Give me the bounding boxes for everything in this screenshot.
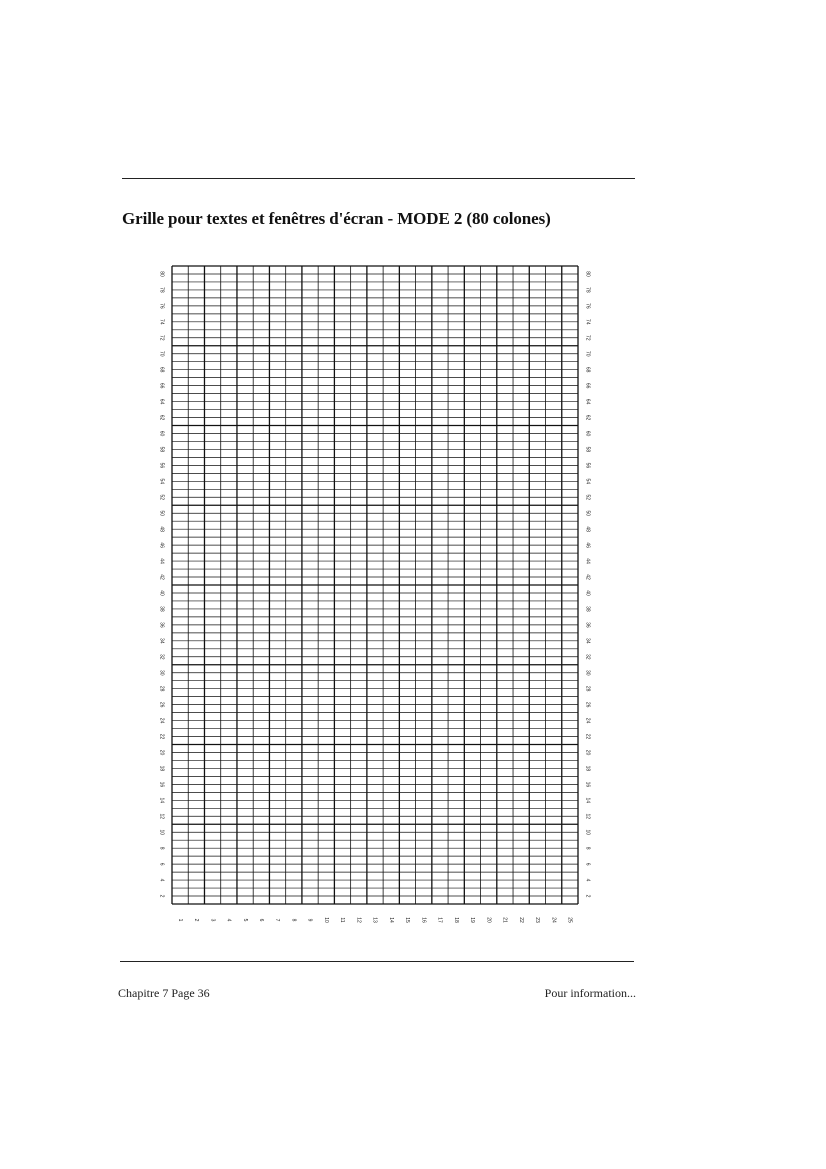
column-label: 3: [209, 918, 216, 922]
row-label-right: 14: [584, 797, 591, 804]
row-label-left: 62: [158, 414, 165, 421]
row-label-right: 58: [584, 446, 591, 453]
row-label-right: 16: [584, 781, 591, 788]
row-label-right: 50: [584, 510, 591, 517]
column-label: 11: [339, 917, 346, 923]
row-label-left: 34: [158, 638, 165, 644]
column-label: 1: [176, 918, 183, 922]
row-label-left: 14: [158, 797, 165, 804]
row-label-left: 6: [158, 862, 165, 866]
row-label-right: 48: [584, 526, 591, 532]
column-label: 22: [517, 917, 524, 923]
row-label-left: 24: [158, 717, 165, 724]
column-label: 12: [355, 917, 362, 923]
column-label: 6: [257, 918, 264, 922]
grid-svg: [140, 258, 610, 938]
row-label-left: 16: [158, 781, 165, 788]
row-label-left: 26: [158, 701, 165, 708]
column-label: 2: [193, 918, 200, 922]
row-label-left: 52: [158, 494, 165, 501]
column-label: 24: [550, 917, 557, 923]
row-label-right: 22: [584, 733, 591, 740]
row-label-right: 66: [584, 382, 591, 389]
row-label-right: 42: [584, 574, 591, 580]
row-label-right: 46: [584, 542, 591, 548]
row-label-left: 48: [158, 526, 165, 532]
row-label-right: 80: [584, 271, 591, 277]
row-label-right: 40: [584, 590, 591, 596]
row-label-left: 78: [158, 287, 165, 293]
row-label-right: 78: [584, 287, 591, 293]
row-label-right: 70: [584, 350, 591, 357]
column-label: 14: [387, 917, 394, 923]
row-label-left: 42: [158, 574, 165, 580]
row-label-right: 18: [584, 765, 591, 772]
row-label-left: 28: [158, 685, 165, 692]
column-label: 17: [436, 917, 443, 923]
bottom-rule: [120, 961, 634, 962]
column-label: 8: [290, 918, 297, 922]
row-label-right: 64: [584, 398, 591, 405]
row-label-right: 10: [584, 829, 591, 836]
row-label-right: 32: [584, 653, 591, 660]
row-label-left: 10: [158, 829, 165, 836]
screen-grid: [140, 258, 610, 938]
column-label: 10: [322, 917, 329, 923]
row-label-left: 64: [158, 398, 165, 405]
footer-chapter-page: Chapitre 7 Page 36: [118, 986, 210, 1000]
top-rule: [122, 178, 635, 179]
column-label: 5: [241, 918, 248, 922]
row-label-right: 30: [584, 669, 591, 676]
row-label-left: 72: [158, 334, 165, 341]
row-label-left: 50: [158, 510, 165, 517]
row-label-left: 46: [158, 542, 165, 548]
column-label: 4: [225, 918, 232, 922]
row-label-right: 52: [584, 494, 591, 501]
row-label-right: 36: [584, 622, 591, 628]
row-label-right: 4: [584, 878, 591, 882]
row-label-left: 8: [158, 846, 165, 850]
column-label: 21: [501, 917, 508, 923]
column-label: 13: [371, 917, 378, 923]
row-label-right: 2: [584, 894, 591, 898]
row-label-right: 68: [584, 366, 591, 373]
row-label-left: 60: [158, 430, 165, 437]
row-label-right: 34: [584, 638, 591, 644]
row-label-left: 12: [158, 813, 165, 820]
row-label-left: 2: [158, 894, 165, 898]
row-label-right: 38: [584, 606, 591, 612]
row-label-left: 4: [158, 878, 165, 882]
row-label-left: 74: [158, 319, 165, 325]
row-label-right: 56: [584, 462, 591, 469]
row-label-right: 24: [584, 717, 591, 724]
page-title: Grille pour textes et fenêtres d'écran - MODE 2 (80 colones): [122, 209, 551, 228]
row-label-right: 28: [584, 685, 591, 692]
row-label-right: 6: [584, 862, 591, 866]
row-label-right: 76: [584, 303, 591, 309]
row-label-left: 22: [158, 733, 165, 740]
row-label-left: 70: [158, 350, 165, 357]
column-label: 23: [534, 917, 541, 923]
column-label: 20: [485, 917, 492, 923]
row-label-right: 20: [584, 749, 591, 756]
row-label-right: 62: [584, 414, 591, 421]
row-label-left: 68: [158, 366, 165, 373]
row-label-right: 60: [584, 430, 591, 437]
row-label-left: 66: [158, 382, 165, 389]
row-label-left: 80: [158, 271, 165, 277]
footer-note: Pour information...: [544, 986, 636, 1000]
row-label-right: 8: [584, 846, 591, 850]
row-label-left: 54: [158, 478, 165, 485]
row-label-left: 56: [158, 462, 165, 469]
row-label-right: 44: [584, 558, 591, 564]
row-label-left: 40: [158, 590, 165, 596]
row-label-left: 76: [158, 303, 165, 309]
row-label-right: 12: [584, 813, 591, 820]
row-label-left: 30: [158, 669, 165, 676]
column-label: 18: [452, 917, 459, 923]
row-label-left: 58: [158, 446, 165, 453]
row-label-right: 26: [584, 701, 591, 708]
row-label-right: 74: [584, 319, 591, 325]
row-label-left: 18: [158, 765, 165, 772]
column-label: 9: [306, 918, 313, 922]
column-label: 16: [420, 917, 427, 923]
row-label-right: 72: [584, 334, 591, 341]
column-label: 15: [404, 917, 411, 923]
row-label-left: 36: [158, 622, 165, 628]
row-label-left: 20: [158, 749, 165, 756]
row-label-left: 38: [158, 606, 165, 612]
row-label-left: 44: [158, 558, 165, 564]
column-label: 7: [274, 918, 281, 922]
row-label-left: 32: [158, 653, 165, 660]
column-label: 19: [469, 917, 476, 923]
row-label-right: 54: [584, 478, 591, 485]
column-label: 25: [566, 917, 573, 923]
